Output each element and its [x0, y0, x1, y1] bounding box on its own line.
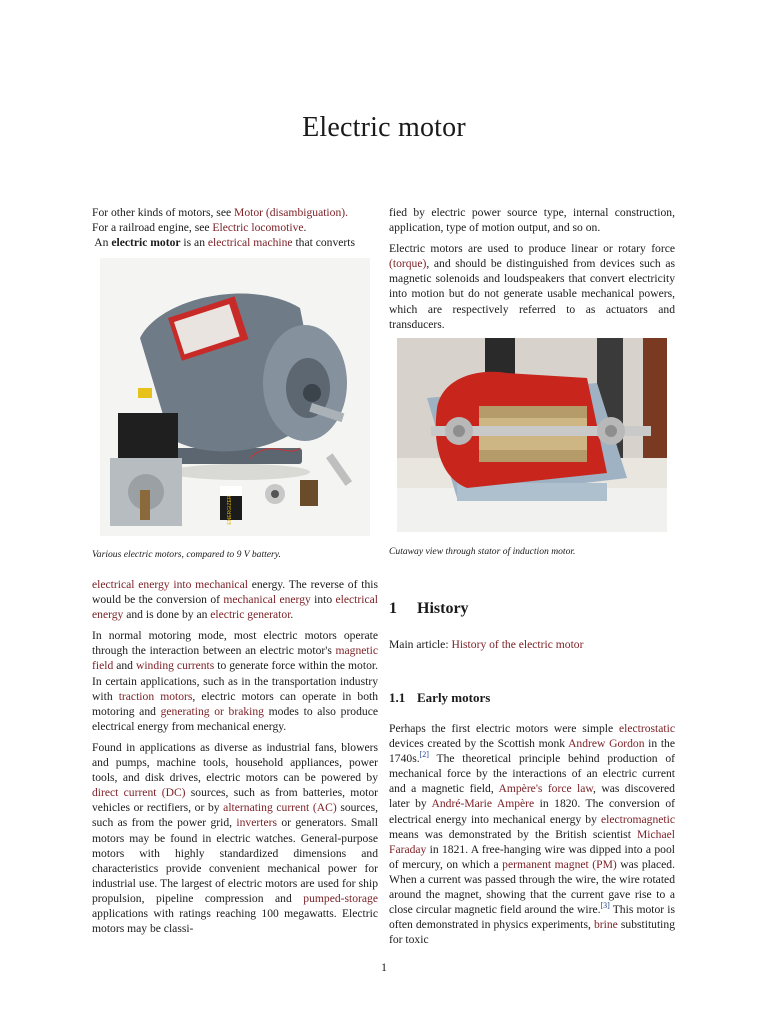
paragraph-conversion: electrical energy into mechanical energy. The reverse of this would be the conversion of mechanical energy into electrical energy and is done by an electric generator. — [92, 578, 378, 622]
motor-terminal — [138, 388, 152, 398]
link-electromagnetic[interactable]: electromagnetic — [600, 812, 675, 826]
citation-3[interactable]: [3] — [600, 901, 610, 911]
stepper-motor — [118, 413, 178, 463]
paragraph-early-motors: Perhaps the first electric motors were simple electrostatic devices created by the Scottish monk Andrew Gordon in the 1740s.[2] The theoretical principle behind production of mechanical force by the interactions of an electric current and a magnetic field, Ampère's force law, was discovered later by André-Marie Ampère in 1820. The conversion of electrical energy into mechanical energy by electromagnetic means was demonstrated by the British scientist Michael Faraday in 1821. A free-hanging wire was dipped into a pool of mercury, on which a permanent magnet (PM) was placed. When a current was passed through the wire, the wire rotated around the magnet, showing that the current gave rise to a close circular magnetic field around the wire.[3] This motor is often demonstrated in physics experiments, brine substituting for toxic — [389, 722, 675, 947]
link-torque[interactable]: (torque) — [389, 257, 427, 271]
hatnote-locomotive: For a railroad engine, see Electric locomotive. — [92, 221, 307, 235]
link-mechanical-energy[interactable]: mechanical energy — [223, 593, 311, 607]
section-heading-early-motors: 1.1 Early motors — [389, 690, 491, 705]
link-permanent-magnet[interactable]: permanent magnet (PM) — [502, 857, 617, 871]
figure-caption-cutaway: Cutaway view through stator of induction motor. — [389, 546, 576, 557]
right-column-body — [389, 721, 675, 953]
link-alternating-current[interactable]: alternating current (AC) — [223, 801, 337, 815]
motors-photo — [100, 258, 370, 536]
section-heading-history: 1 History — [389, 600, 469, 617]
link-winding-currents[interactable]: winding currents — [135, 659, 215, 673]
cutaway-photo — [397, 338, 667, 532]
page-title: Electric motor — [302, 112, 466, 143]
left-column-top — [92, 205, 378, 250]
link-history-of-electric-motor[interactable]: History of the electric motor — [451, 638, 584, 651]
paragraph-applications: Found in applications as diverse as industrial fans, blowers and pumps, machine tools, household appliances, power tools, and disk drives, electric motors can be powered by direct current (DC) sources, such as from batteries, motor vehicles or rectifiers, or by alternating current (AC) sources, such as from the power grid, inverters or generators. Small motors may be found in electric watches. General-purpose motors with highly standardized dimensions and characteristics provide convenient mechanical power for industrial use. The largest of electric motors are used for ship propulsion, pipeline compression and pumped-storage applications with ratings reaching 100 megawatts. Electric motors may be classi- — [92, 740, 378, 936]
page-number: 1 — [381, 960, 387, 974]
link-andrew-gordon[interactable]: Andrew Gordon — [568, 737, 645, 751]
figure-cutaway-motor — [397, 338, 667, 532]
link-magnetic-field[interactable]: magnetic field — [92, 644, 378, 673]
paragraph-classification-end: fied by electric power source type, internal construction, application, type of motion output, and so on. — [389, 206, 675, 235]
link-traction-motors[interactable]: traction motors — [118, 689, 193, 703]
link-electrical-energy-into-mechanical[interactable]: electrical energy into mechanical — [92, 578, 248, 591]
link-direct-current[interactable]: direct current (DC) — [92, 786, 186, 800]
link-electrical-energy[interactable]: electrical energy — [92, 593, 378, 622]
pencil-motor — [326, 453, 352, 485]
right-column-top — [389, 205, 675, 338]
link-generating-or-braking[interactable]: generating or braking — [160, 704, 264, 718]
link-electrostatic[interactable]: electrostatic — [618, 722, 675, 735]
paragraph-motoring-mode: In normal motoring mode, most electric motors operate through the interaction between an electric motor's magnetic field and winding currents to generate force within the motor. In certain applications, such as in the transportation industry with traction motors, electric motors can operate in both motoring and generating or braking modes to also produce electrical energy from mechanical energy. — [92, 629, 379, 733]
link-amperes-force-law[interactable]: Ampère's force law — [498, 782, 594, 796]
paragraph-linear-rotary: Electric motors are used to produce linear or rotary force (torque), and should be distinguished from devices such as magnetic solenoids and loudspeakers that convert electricity into motion but do not generate usable mechanical powers, which are respectively referred to as actuators and transducers. — [389, 242, 675, 331]
link-electric-generator[interactable]: electric generator — [210, 608, 291, 622]
figure-caption-motors: Various electric motors, compared to 9 V battery. — [92, 549, 281, 560]
link-brine[interactable]: brine — [593, 918, 618, 932]
tiny-motor — [300, 480, 318, 506]
link-electric-locomotive[interactable]: Electric locomotive — [212, 221, 304, 235]
link-michael-faraday[interactable]: Michael Faraday — [389, 827, 675, 856]
link-electrical-machine[interactable]: electrical machine — [207, 236, 293, 250]
citation-2[interactable]: [2] — [419, 750, 429, 760]
link-andre-marie-ampere[interactable]: André-Marie Ampère — [431, 797, 535, 811]
link-motor-disambiguation[interactable]: Motor (disambiguation). — [234, 206, 349, 219]
intro-sentence: An electric motor is an electrical machine that converts — [92, 236, 356, 250]
link-inverters[interactable]: inverters — [236, 816, 277, 830]
hatnote-motor: For other kinds of motors, see Motor (disambiguation). — [92, 206, 349, 219]
link-pumped-storage[interactable]: pumped-storage — [303, 891, 378, 905]
term-electric-motor: electric motor — [111, 236, 181, 250]
figure-various-motors — [100, 258, 370, 536]
battery-label: ENERGIZER — [227, 495, 233, 525]
main-article-note: Main article: History of the electric motor — [389, 638, 584, 651]
left-column-body — [92, 577, 378, 942]
